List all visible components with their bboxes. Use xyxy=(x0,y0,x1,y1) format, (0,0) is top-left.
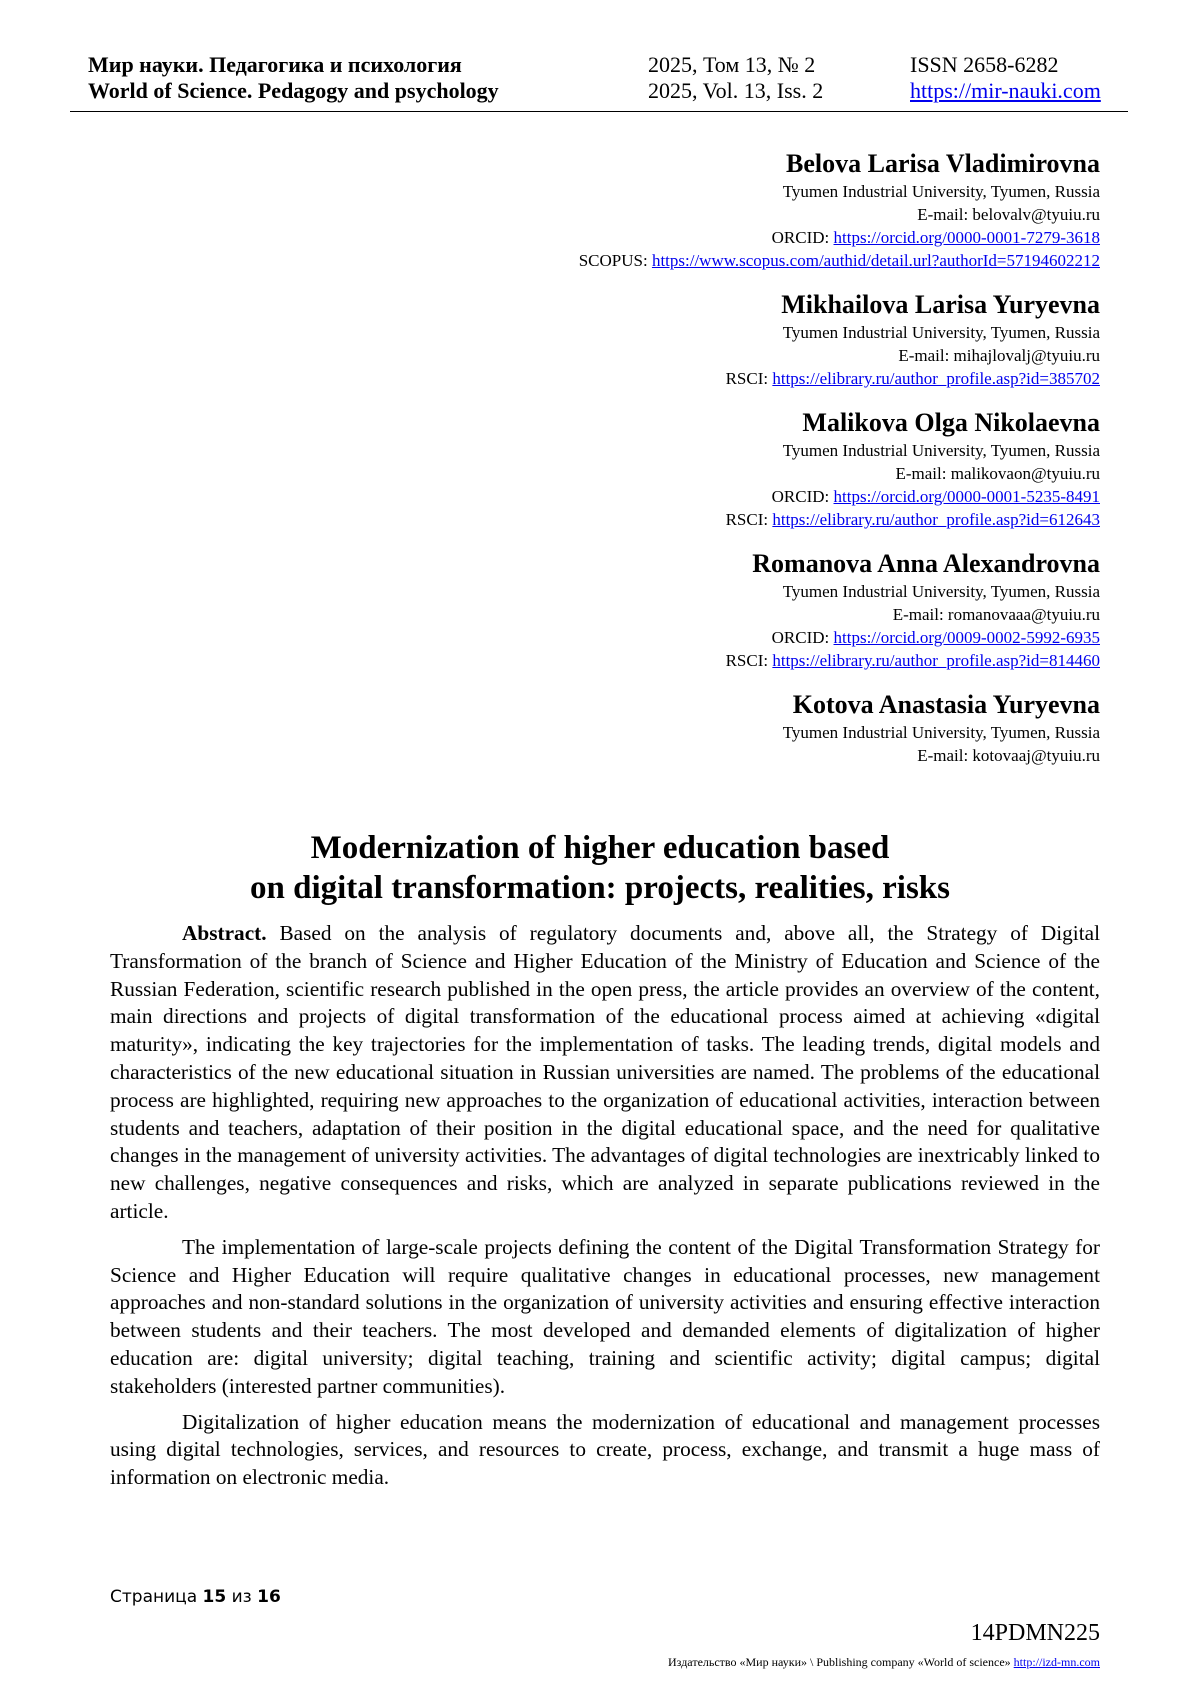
author-affiliation: Tyumen Industrial University, Tyumen, Russia xyxy=(782,582,1100,601)
author-card xyxy=(579,148,1100,272)
article-title xyxy=(100,828,1100,908)
link-label: RSCI: xyxy=(725,651,769,670)
header-row-ru xyxy=(88,52,1120,78)
publisher-link[interactable]: http://izd-mn.com xyxy=(1013,1655,1100,1669)
title-line-2: on digital transformation: projects, realities, risks xyxy=(250,870,950,906)
authors-block xyxy=(579,148,1100,784)
link-label: RSCI: xyxy=(725,369,769,388)
author-link-row xyxy=(579,649,1100,672)
page-total: 16 xyxy=(257,1587,281,1607)
author-email: E-mail: belovalv@tyuiu.ru xyxy=(917,205,1100,224)
volume-en: 2025, Vol. 13, Iss. 2 xyxy=(648,78,824,103)
title-line-1: Modernization of higher education based xyxy=(310,830,890,866)
rsci-link[interactable]: https://elibrary.ru/author_profile.asp?id=612643 xyxy=(772,510,1100,529)
author-email: E-mail: kotovaaj@tyuiu.ru xyxy=(917,746,1100,765)
author-link-row xyxy=(579,226,1100,249)
scopus-link[interactable]: https://www.scopus.com/authid/detail.url?authorId=57194602212 xyxy=(651,251,1100,270)
author-name: Romanova Anna Alexandrovna xyxy=(752,549,1100,578)
link-label: RSCI: xyxy=(725,510,769,529)
volume-ru: 2025, Том 13, № 2 xyxy=(648,52,816,77)
author-affiliation: Tyumen Industrial University, Tyumen, Russia xyxy=(782,723,1100,742)
issn: ISSN 2658-6282 xyxy=(910,52,1059,77)
author-name: Kotova Anastasia Yuryevna xyxy=(792,690,1100,719)
link-label: ORCID: xyxy=(771,228,830,247)
page-counter xyxy=(110,1587,281,1607)
author-card xyxy=(579,548,1100,672)
abstract-text: Based on the analysis of regulatory documents and, above all, the Strategy of Digital Transformation of the branch of Science and Higher Education of the Ministry of Education and Science of the Russian Federation, scientific research published in the open press, the article provides an overview of the content, main directions and projects of digital transformation of the educational process aimed at achieving «digital maturity», indicating the key trajectories for the implementation of tasks. The leading trends, digital models and characteristics of the new educational situation in Russian universities are named. The problems of the educational process are highlighted, requiring new approaches to the organization of educational activities, interaction between students and teachers, adaptation of their position in the digital educational space, and the need for qualitative changes in the management of university activities. The advantages of digital technologies are inextricably linked to new challenges, negative consequences and risks, which are analyzed in separate publications reviewed in the article. xyxy=(110,921,1100,1223)
article-body xyxy=(110,920,1100,1500)
page-middle: из xyxy=(226,1587,258,1607)
journal-name-en: World of Science. Pedagogy and psychology xyxy=(88,78,499,103)
author-name: Malikova Olga Nikolaevna xyxy=(802,408,1100,437)
author-email: E-mail: romanovaaa@tyuiu.ru xyxy=(892,605,1100,624)
publisher-text: Издательство «Мир науки» \ Publishing company «World of science» xyxy=(668,1655,1014,1669)
orcid-link[interactable]: https://orcid.org/0000-0001-5235-8491 xyxy=(833,487,1100,506)
link-label: ORCID: xyxy=(771,628,830,647)
link-label: SCOPUS: xyxy=(578,251,648,270)
author-name: Belova Larisa Vladimirovna xyxy=(786,149,1100,178)
rsci-link[interactable]: https://elibrary.ru/author_profile.asp?id=814460 xyxy=(772,651,1100,670)
link-label: ORCID: xyxy=(771,487,830,506)
header-divider xyxy=(70,111,1128,112)
author-link-row xyxy=(579,485,1100,508)
author-affiliation: Tyumen Industrial University, Tyumen, Russia xyxy=(782,182,1100,201)
author-email: E-mail: mihajlovalj@tyuiu.ru xyxy=(898,346,1100,365)
orcid-link[interactable]: https://orcid.org/0000-0001-7279-3618 xyxy=(833,228,1100,247)
author-name: Mikhailova Larisa Yuryevna xyxy=(781,290,1100,319)
author-email: E-mail: malikovaon@tyuiu.ru xyxy=(895,464,1100,483)
header-row-en xyxy=(88,78,1120,104)
abstract-paragraph xyxy=(110,920,1100,1226)
author-affiliation: Tyumen Industrial University, Tyumen, Russia xyxy=(782,323,1100,342)
author-affiliation: Tyumen Industrial University, Tyumen, Russia xyxy=(782,441,1100,460)
author-link-row xyxy=(579,249,1100,272)
rsci-link[interactable]: https://elibrary.ru/author_profile.asp?id=385702 xyxy=(772,369,1100,388)
journal-header xyxy=(88,52,1120,104)
body-paragraph: Digitalization of higher education means the modernization of educational and management processes using digital technologies, services, and resources to create, process, exchange, and transmit a huge mass of information on electronic media. xyxy=(110,1409,1100,1490)
article-code: 14PDMN225 xyxy=(970,1620,1100,1646)
orcid-link[interactable]: https://orcid.org/0009-0002-5992-6935 xyxy=(833,628,1100,647)
journal-site-link[interactable]: https://mir-nauki.com xyxy=(910,78,1101,103)
journal-name-ru: Мир науки. Педагогика и психология xyxy=(88,52,462,77)
body-paragraph: The implementation of large-scale projects defining the content of the Digital Transformation Strategy for Science and Higher Education will require qualitative changes in educational processes, new management approaches and non-standard solutions in the organization of university activities and ensuring effective interaction between students and their teachers. The most developed and demanded elements of digitalization of higher education are: digital university; digital teaching, training and scientific activity; digital campus; digital stakeholders (interested partner communities). xyxy=(110,1234,1100,1398)
abstract-label: Abstract. xyxy=(182,921,267,945)
author-card xyxy=(579,289,1100,390)
author-card xyxy=(579,407,1100,531)
author-link-row xyxy=(579,367,1100,390)
page-current: 15 xyxy=(202,1587,227,1607)
page-prefix: Страница xyxy=(110,1587,203,1607)
author-link-row xyxy=(579,508,1100,531)
publisher-line xyxy=(668,1655,1100,1670)
author-card xyxy=(579,689,1100,767)
author-link-row xyxy=(579,626,1100,649)
